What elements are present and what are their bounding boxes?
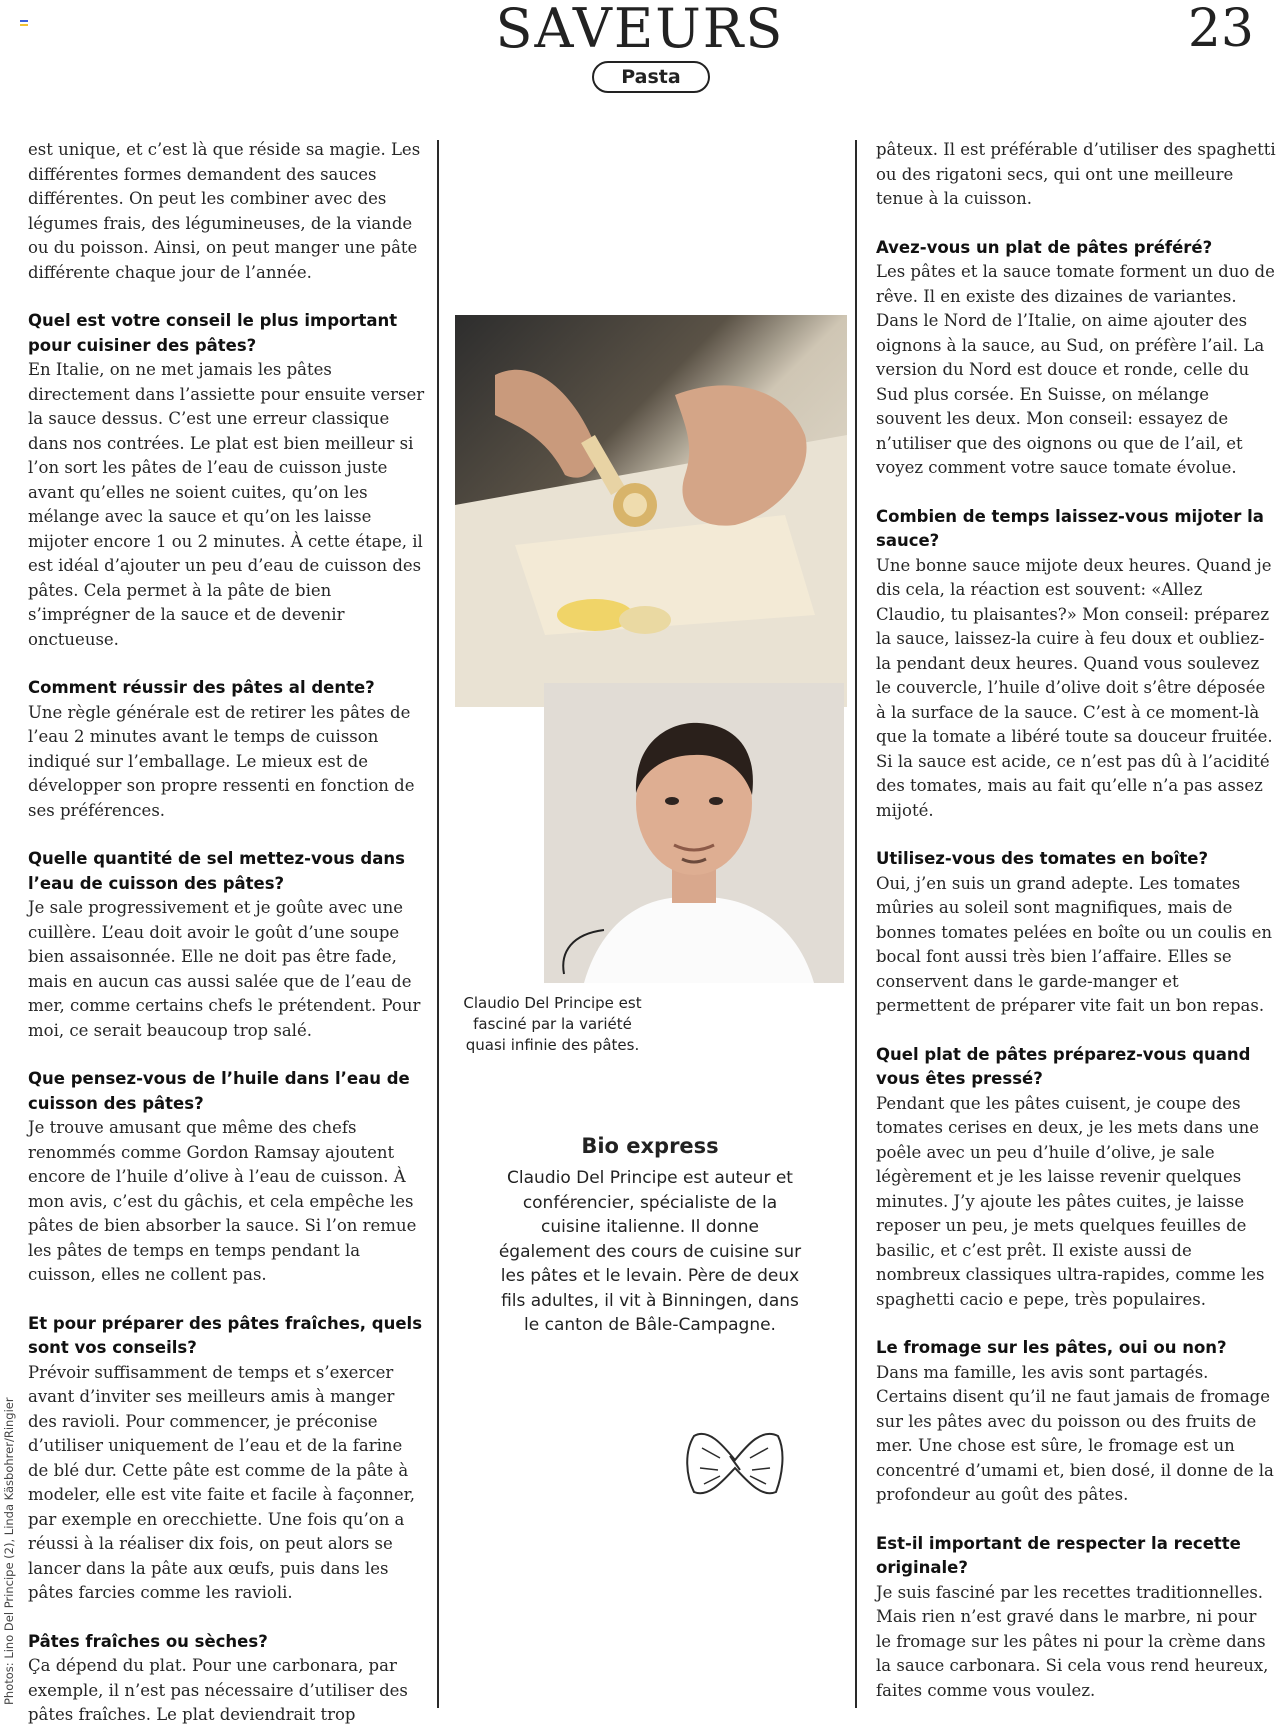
- question-heading: Et pour préparer des pâtes fraîches, quels sont vos conseils?: [28, 1313, 423, 1357]
- question-heading: Quel plat de pâtes préparez-vous quand vous êtes pressé?: [876, 1044, 1251, 1088]
- answer-paragraph: Pendant que les pâtes cuisent, je coupe des tomates cerises en deux, je les mets dans une poêle avec un peu d’huile d’olive, je sale légèrement et je les laisse revenir quelques minutes. J’y ajoute les pâtes cuites, je laisse reposer un peu, je mets quelques feuilles de basilic, et c’est prêt. Il existe aussi de nombreux classiques ultra-rapides, comme les spaghetti cacio e pepe, très populaires.: [876, 1093, 1265, 1309]
- answer-paragraph: En Italie, on ne met jamais les pâtes directement dans l’assiette pour ensuite verser la sauce dessus. C’est une erreur classique dans nos contrées. Le plat est bien meilleur si l’on sort les pâtes de l’eau de cuisson juste avant qu’elles ne soient cuites, qu’on les mélange avec la sauce et qu’on les laisse mijoter encore 1 ou 2 minutes. À cette étape, il est idéal d’ajouter un peu d’eau de cuisson des pâtes. Cela permet à la pâte de bien s’imprégner de la sauce et de devenir onctueuse.: [28, 360, 425, 649]
- caption-pointer-line: [556, 926, 616, 976]
- question-heading: Est-il important de respecter la recette originale?: [876, 1533, 1241, 1577]
- answer-paragraph: Prévoir suffisamment de temps et s’exercer avant d’inviter ses meilleurs amis à manger des ravioli. Pour commencer, je préconise d’utiliser uniquement de l’eau et de la farine de blé dur. Cette pâte est comme de la pâte à modeler, elle est vite faite et facile à façonner, par exemple en orecchiette. Une fois qu’on a réussi à la réaliser dix fois, on peut alors se lancer dans la pâte aux œufs, puis dans les pâtes farcies comme les ravioli.: [28, 1362, 415, 1602]
- answer-paragraph: Une bonne sauce mijote deux heures. Quand je dis cela, la réaction est souvent: «Allez Claudio, tu plaisantes?» Mon conseil: préparez la sauce, laissez-la cuire à feu doux et oubliez-la pendant deux heures. Quand vous soulevez le couvercle, l’huile d’olive doit s’être déposée à la surface de la sauce. C’est à ce moment-là que la tomate a libéré toute sa douceur fruitée. Si la sauce est acide, ce n’est pas dû à l’acidité des tomates, mais au fait qu’elle n’a pas assez mijoté.: [876, 555, 1273, 820]
- answer-paragraph: Oui, j’en suis un grand adepte. Les tomates mûries au soleil sont magnifiques, mais de bonnes tomates pelées en boîte ou un coulis en bocal font aussi très bien l’affaire. Elles se conservent dans le garde-manger et permettent de préparer vite fait un bon repas.: [876, 873, 1273, 1015]
- left-column: [28, 138, 426, 1728]
- question-heading: Comment réussir des pâtes al dente?: [28, 678, 375, 697]
- question-heading: Utilisez-vous des tomates en boîte?: [876, 849, 1209, 868]
- question-heading: Pâtes fraîches ou sèches?: [28, 1631, 268, 1651]
- rubric-label: Pasta: [592, 61, 710, 93]
- answer-paragraph: Ça dépend du plat. Pour une carbonara, par exemple, il n’est pas nécessaire d’utiliser des pâtes fraîches. Le plat deviendrait trop: [28, 1656, 408, 1724]
- question-heading: Le fromage sur les pâtes, oui ou non?: [876, 1338, 1227, 1357]
- question-heading: Quelle quantité de sel mettez-vous dans l’eau de cuisson des pâtes?: [28, 849, 405, 893]
- answer-paragraph: Je trouve amusant que même des chefs renommés comme Gordon Ramsay ajoutent encore de l’huile d’olive à l’eau de cuisson. À mon avis, c’est du gâchis, et cela empêche les pâtes de bien absorber la sauce. Si l’on remue les pâtes de temps en temps pendant la cuisson, elles ne collent pas.: [28, 1118, 417, 1284]
- question-heading: Quel est votre conseil le plus important pour cuisiner des pâtes?: [28, 311, 398, 355]
- column-divider-left: [437, 140, 439, 1708]
- answer-paragraph: Dans ma famille, les avis sont partagés. Certains disent qu’il ne faut jamais de fromage sur les pâtes avec du poisson ou des fruits de mer. Une chose est sûre, le fromage est un concentré d’umami et, bien dosé, il donne de la profondeur au goût des pâtes.: [876, 1362, 1274, 1504]
- photo-caption: Claudio Del Principe est fasciné par la variété quasi infinie des pâtes.: [463, 994, 642, 1054]
- column-divider-right: [855, 140, 857, 1708]
- answer-paragraph: Les pâtes et la sauce tomate forment un duo de rêve. Il en existe des dizaines de variantes. Dans le Nord de l’Italie, on aime ajouter des oignons à la sauce, au Sud, on préfère l’ail. La version du Nord est douce et ronde, celle du Sud plus corsée. En Suisse, on mélange souvent les deux. Mon conseil: essayez de n’utiliser que des oignons ou que de l’ail, et voyez comment votre sauce tomate évolue.: [876, 262, 1275, 477]
- question-heading: Combien de temps laissez-vous mijoter la sauce?: [876, 506, 1264, 550]
- photo-credit: Photos: Lino Del Principe (2), Linda Käsbohrer/Ringier: [2, 1397, 16, 1705]
- section-title: SAVEURS: [495, 0, 785, 60]
- question-heading: Que pensez-vous de l’huile dans l’eau de cuisson des pâtes?: [28, 1069, 410, 1113]
- answer-paragraph: Je sale progressivement et je goûte avec une cuillère. L’eau doit avoir le goût d’une soupe bien assaisonnée. Elle ne doit pas être fade, mais en aucun cas aussi salée que de l’eau de mer, comme certains chefs le prétendent. Pour moi, ce serait beaucoup trop salé.: [28, 898, 421, 1040]
- bio-title: Bio express: [581, 1134, 719, 1158]
- right-column: [876, 138, 1276, 1703]
- paragraph: est unique, et c’est là que réside sa magie. Les différentes formes demandent des sauces différentes. On peut les combiner avec des légumes frais, des légumineuses, de la viande ou du poisson. Ainsi, on peut manger une pâte différente chaque jour de l’année.: [28, 140, 421, 282]
- paragraph: pâteux. Il est préférable d’utiliser des spaghetti ou des rigatoni secs, qui ont une meilleure tenue à la cuisson.: [876, 140, 1276, 208]
- bio-text: Claudio Del Principe est auteur et conférencier, spécialiste de la cuisine italienne. Il donne également des cours de cuisine sur les pâtes et le levain. Père de deux fils adultes, il vit à Binningen, dans le canton de Bâle-Campagne.: [498, 1168, 802, 1335]
- answer-paragraph: Je suis fasciné par les recettes traditionnelles. Mais rien n’est gravé dans le marbre, ni pour le fromage sur les pâtes ni pour la crème dans la sauce carbonara. Si cela vous rend heureux, faites comme vous voulez.: [876, 1582, 1269, 1700]
- question-heading: Avez-vous un plat de pâtes préféré?: [876, 237, 1213, 257]
- page-number: 23: [1187, 0, 1254, 59]
- page-header: [0, 0, 1280, 100]
- pasta-cutting-photo: [455, 315, 847, 707]
- answer-paragraph: Une règle générale est de retirer les pâtes de l’eau 2 minutes avant le temps de cuisson indiqué sur l’emballage. Le mieux est de développer son propre ressenti en fonction de ses préférences.: [28, 702, 415, 820]
- farfalle-pasta-icon: [680, 1418, 790, 1508]
